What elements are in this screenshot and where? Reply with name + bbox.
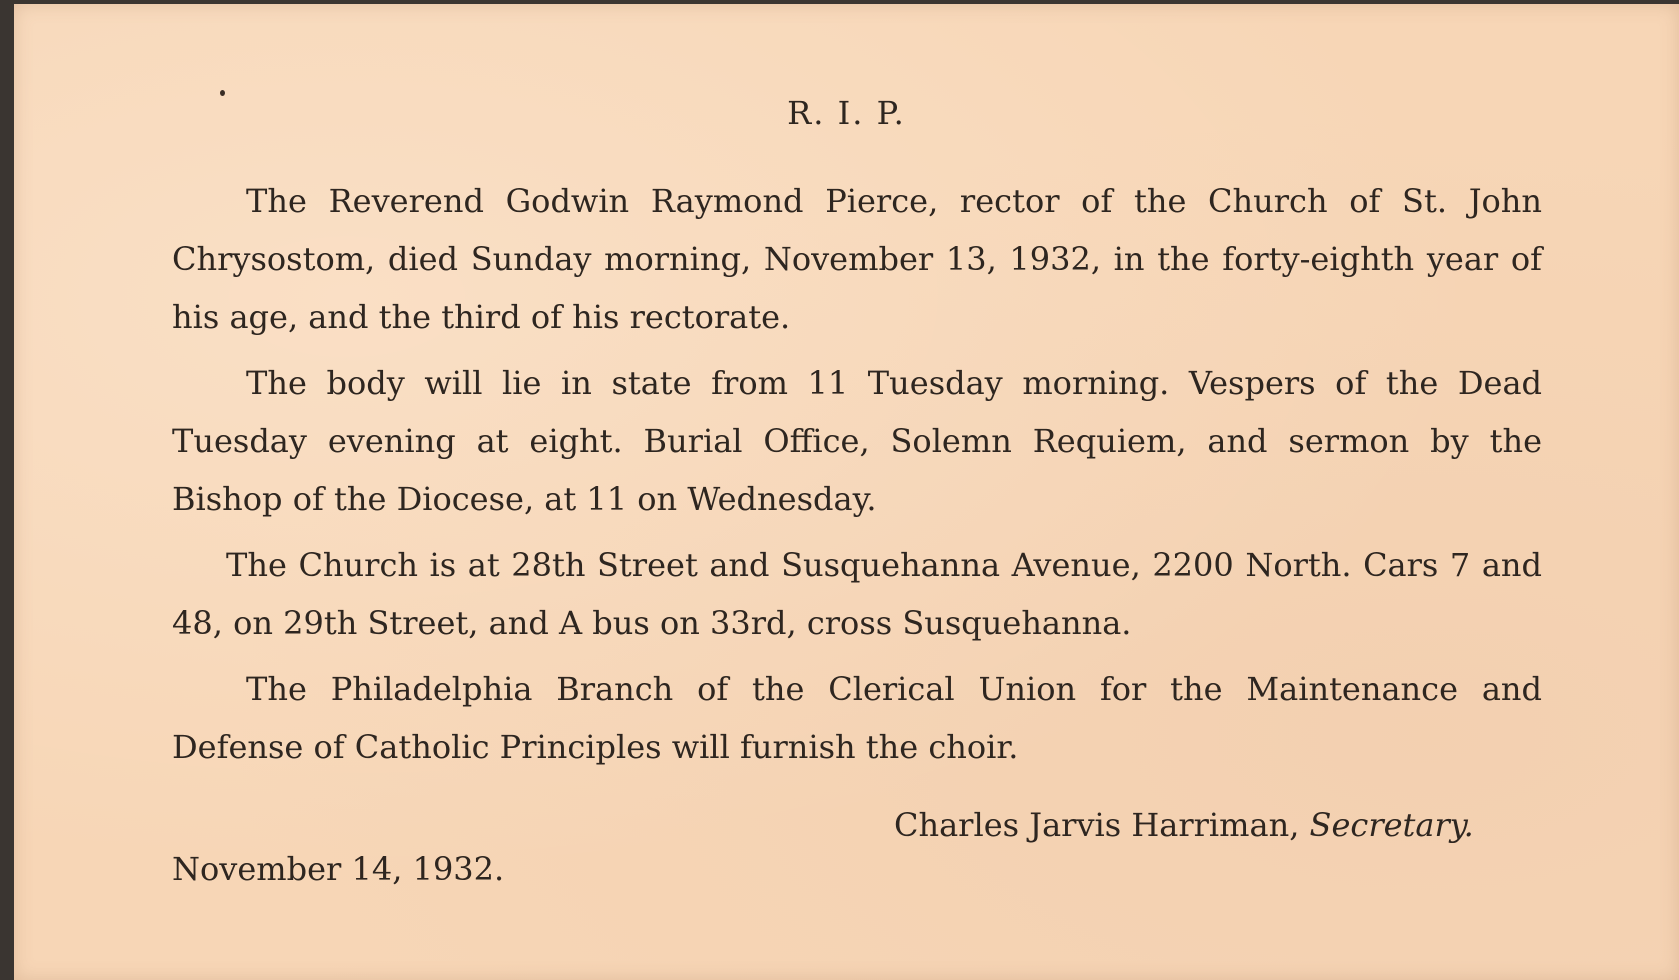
- paragraph-death-announcement: The Reverend Godwin Raymond Pierce, rector of the Church of St. John Chrysostom, died Sunday morning, November 13, 1932, in the forty-eighth year of his age, and the third of his rectorate.: [172, 182, 1542, 336]
- notice-body: [172, 172, 1542, 784]
- paragraph-choir: The Philadelphia Branch of the Clerical Union for the Maintenance and Defense of Catholic Principles will furnish the choir.: [172, 670, 1542, 766]
- paragraph-church-location: The Church is at 28th Street and Susquehanna Avenue, 2200 North. Cars 7 and 48, on 29th Street, and A bus on 33rd, cross Susquehanna.: [172, 546, 1542, 642]
- notice-date: November 14, 1932.: [172, 850, 505, 888]
- signature-title: Secretary.: [1309, 806, 1474, 844]
- memorial-notice-card: [14, 4, 1679, 980]
- signature-name: Charles Jarvis Harriman,: [894, 806, 1310, 844]
- paragraph-service-schedule: The body will lie in state from 11 Tuesday morning. Vespers of the Dead Tuesday evening at eight. Burial Office, Solemn Requiem, and sermon by the Bishop of the Diocese, at 11 on Wednesday.: [172, 364, 1542, 518]
- notice-heading: R. I. P.: [787, 94, 906, 132]
- signature-line: [894, 806, 1474, 844]
